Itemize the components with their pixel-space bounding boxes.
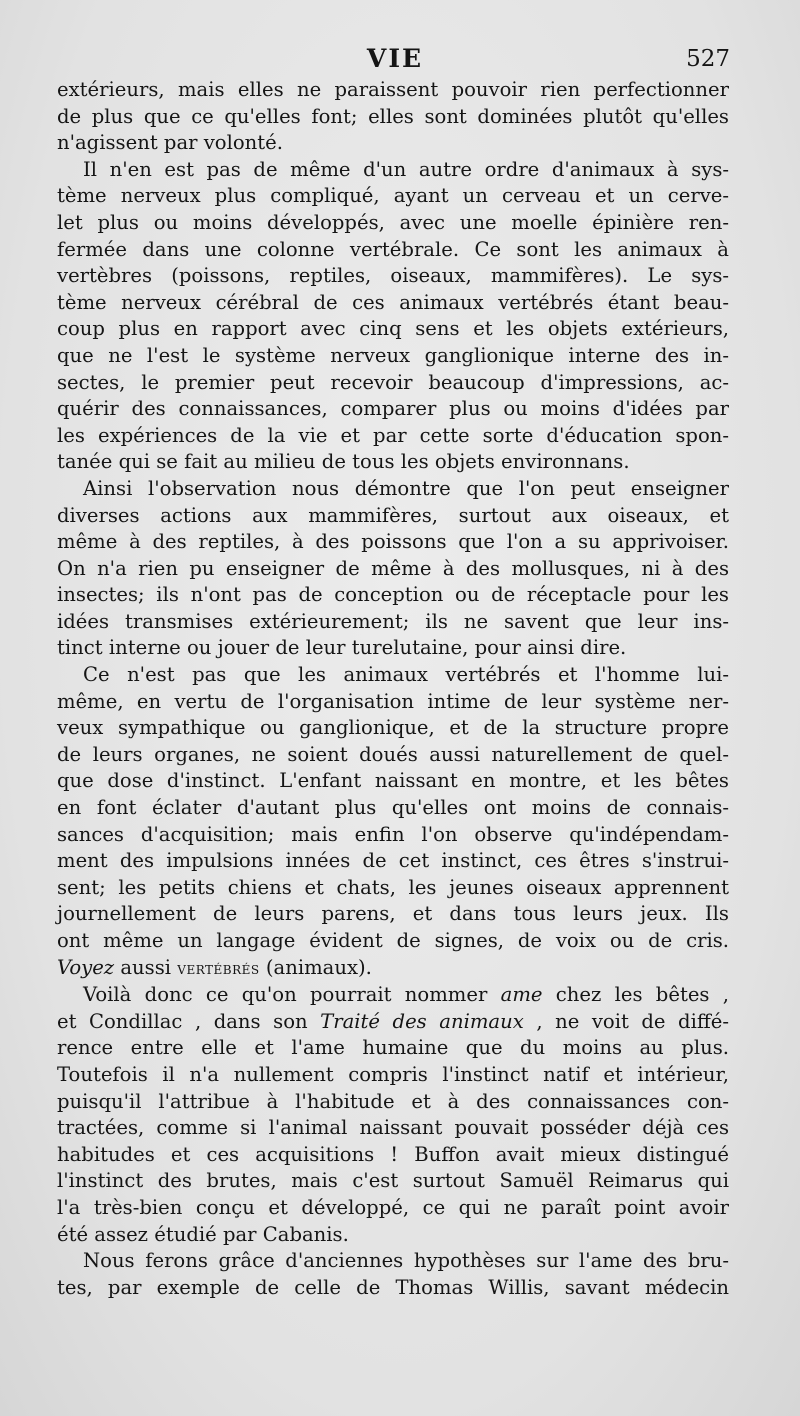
text-line: n'agissent par volonté. xyxy=(57,131,283,155)
text-line: Nous ferons grâce d'anciennes hypothèses sur l'ame des bru- xyxy=(83,1249,729,1273)
running-head xyxy=(60,44,730,78)
running-title: VIE xyxy=(366,44,424,73)
text-line: ont même un langage évident de signes, de voix ou de cris. xyxy=(57,929,729,952)
text-line: diverses actions aux mammifères, surtout aux oiseaux, et xyxy=(57,503,729,527)
text-line: rence entre elle et l'ame humaine que du moins au plus. xyxy=(57,1036,729,1060)
italic-term: ame xyxy=(500,983,543,1007)
text-segment: aussi xyxy=(114,955,178,979)
text-line: idées transmises extérieurement; ils ne savent que leur ins- xyxy=(57,609,729,633)
text-line: de leurs organes, ne soient doués aussi naturellement de quel- xyxy=(57,742,729,766)
page-number: 527 xyxy=(686,46,730,72)
text-line: tractées, comme si l'animal naissant pouvait posséder déjà ces xyxy=(57,1116,729,1140)
book-title: Traité des animaux xyxy=(320,1009,524,1033)
text-line: vertèbres (poissons, reptiles, oiseaux, mammifères). Le sys- xyxy=(57,264,729,288)
text-line: Ainsi l'observation nous démontre que l'on peut enseigner xyxy=(83,476,729,500)
text-line: de plus que ce qu'elles font; elles sont dominées plutôt qu'elles xyxy=(57,104,729,128)
text-line: été assez étudié par Cabanis. xyxy=(57,1222,349,1246)
body-text xyxy=(57,77,729,1301)
text-line: tème nerveux cérébral de ces animaux vertébrés étant beau- xyxy=(57,290,729,314)
text-segment: , ne voit de diffé- xyxy=(523,1009,729,1033)
text-line: même, en vertu de l'organisation intime de leur système ner- xyxy=(57,689,729,713)
text-line: tanée qui se fait au milieu de tous les objets environnans. xyxy=(57,450,630,474)
text-line xyxy=(57,1009,729,1036)
text-line: habitudes et ces acquisitions ! Buffon avait mieux distingué xyxy=(57,1142,729,1166)
text-segment: et Condillac , dans son xyxy=(57,1009,321,1033)
text-line: sectes, le premier peut recevoir beaucoup d'impressions, ac- xyxy=(57,370,729,394)
text-line: let plus ou moins développés, avec une moelle épinière ren- xyxy=(57,210,729,234)
text-segment: chez les bêtes , xyxy=(542,983,729,1007)
text-line: quérir des connaissances, comparer plus ou moins d'idées par xyxy=(57,397,729,421)
voyez-word: Voyez xyxy=(57,955,115,979)
text-line: extérieurs, mais elles ne paraissent pouvoir rien perfectionner xyxy=(57,78,729,101)
text-line: l'instinct des brutes, mais c'est surtout Samuël Reimarus qui xyxy=(57,1169,729,1193)
text-line: que ne l'est le système nerveux ganglionique interne des in- xyxy=(57,343,729,367)
text-line: puisqu'il l'attribue à l'habitude et à des connaissances con- xyxy=(57,1089,729,1113)
text-line: sent; les petits chiens et chats, les jeunes oiseaux apprennent xyxy=(57,875,729,899)
text-line: Il n'en est pas de même d'un autre ordre d'animaux à sys- xyxy=(83,157,729,181)
text-line: tes, par exemple de celle de Thomas Willis, savant médecin xyxy=(57,1275,729,1299)
text-line: veux sympathique ou ganglionique, et de la structure propre xyxy=(57,716,729,740)
text-segment: Voilà donc ce qu'on pourrait nommer xyxy=(83,983,501,1007)
text-line: tème nerveux plus compliqué, ayant un cerveau et un cerve- xyxy=(57,184,729,208)
text-line: On n'a rien pu enseigner de même à des mollusques, ni à des xyxy=(57,556,729,580)
text-line: Toutefois il n'a nullement compris l'instinct natif et intérieur, xyxy=(57,1062,729,1086)
text-line: insectes; ils n'ont pas de conception ou de réceptacle pour les xyxy=(57,583,729,607)
text-line: l'a très-bien conçu et développé, ce qui ne paraît point avoir xyxy=(57,1195,729,1219)
text-line: les expériences de la vie et par cette sorte d'éducation spon- xyxy=(57,423,729,447)
text-line: sances d'acquisition; mais enfin l'on observe qu'indépendam- xyxy=(57,822,729,846)
cross-reference: vertébrés xyxy=(177,958,260,979)
text-line: journellement de leurs parens, et dans tous leurs jeux. Ils xyxy=(57,902,729,926)
text-line: fermée dans une colonne vertébrale. Ce sont les animaux à xyxy=(57,237,729,261)
text-segment: (animaux). xyxy=(259,955,372,979)
text-line: ment des impulsions innées de cet instinct, ces êtres s'instrui- xyxy=(57,849,729,873)
cross-reference-line xyxy=(57,955,729,983)
text-line xyxy=(57,982,729,1009)
text-line: coup plus en rapport avec cinq sens et les objets extérieurs, xyxy=(57,317,729,341)
text-line: que dose d'instinct. L'enfant naissant en montre, et les bêtes xyxy=(57,769,729,793)
text-line: Ce n'est pas que les animaux vertébrés et l'homme lui- xyxy=(83,663,729,687)
text-line: tinct interne ou jouer de leur turelutaine, pour ainsi dire. xyxy=(57,636,627,660)
text-line: en font éclater d'autant plus qu'elles ont moins de connais- xyxy=(57,796,729,820)
text-line: même à des reptiles, à des poissons que l'on a su apprivoiser. xyxy=(57,530,729,554)
